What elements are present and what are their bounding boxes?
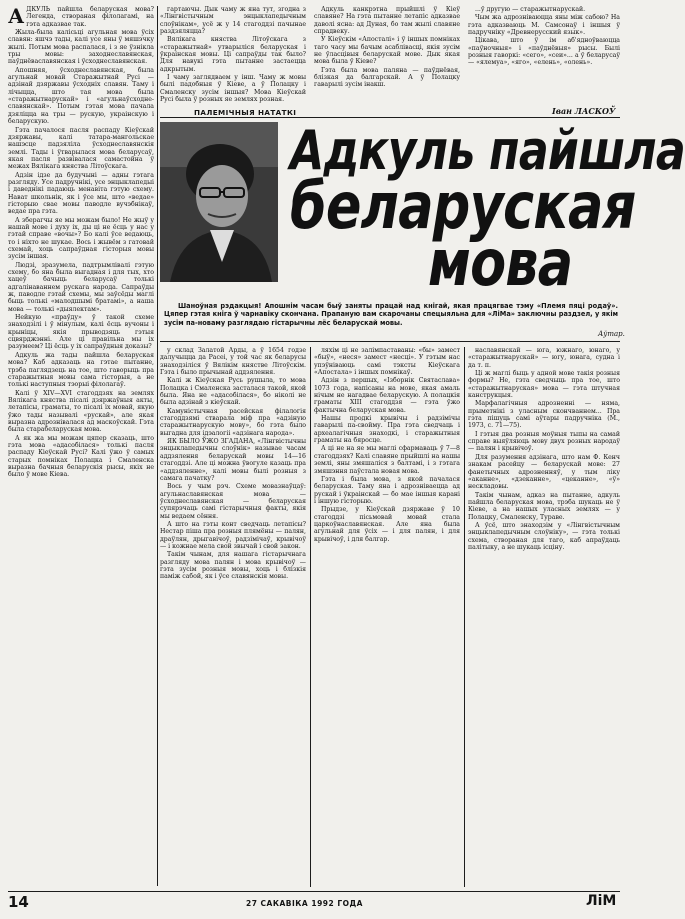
author-name: Іван ЛАСКОЎ: [552, 106, 616, 116]
issue-date: 27 САКАВІКА 1992 ГОДА: [246, 899, 363, 908]
newspaper-page: [8, 4, 685, 912]
article-paragraph: Нашы продкі крывічы і радзімічы гаварылі па-свойму. Пра гэта сведчаць і археалагічныя знаходкі, і старажытныя граматы на бяросце.: [314, 415, 460, 445]
article-paragraph: І чаму заглядваем у інш. Чаму ж мовы былі падобныя ў Кіеве, а ў Полацку і Смаленску зусім іншыя? Мова Кіеўскай Русі была ў розных яе землях розная.: [160, 74, 306, 104]
article-paragraph: ляхім ці не залімпаставаны: «бы» замест «быў», «неся» замест «несці». У гэтым нас упэўніваюць самі тэксты Кіеўскага «Апостала» і іншых помнікаў.: [314, 347, 460, 377]
article-paragraph: Апошняя, ўсходнеславянская, была агульнай мовай Старажытнай Русі — адзінай дзяржавы ўсходніх славян. Таму і лічыцца, што тая мова была «старажытнарускай» і «агульнаўсходнеславянскай». Потым гэтая мова пачала дзяліцца на тры — рускую, украінскую і беларускую.: [8, 66, 154, 126]
article-paragraph: Цікава, што ў ім аб'ядноўваюцца «паўночныя» і «паўднёвыя» рысы. Былі розныя гаворкі: «сего», «сеи»... а ў беларусаў — «ялемуа», «яго», «елень», «олень».: [468, 37, 620, 67]
column-3-bottom: [314, 347, 460, 887]
article-paragraph: Чым жа адрозніваюцца яны між сабою? На гэта адказваюць М. Самсонаў і іншыя ў падручніку «Древнерусский язык».: [468, 14, 620, 37]
column-4-top: [468, 6, 620, 109]
article-paragraph: Адзін з першых, «Ізборнік Святаслава» 1073 года, напісаны на мове, якая амаль нічым не нагадвае беларускую. А полацкія граматы XIII стагоддзя — гэта ўжо фактычна беларуская мова.: [314, 377, 460, 414]
article-paragraph: Гэта была мова паляна — паўднёвая, блізкая да балгарскай. А ў Полацку гаварылі зусім інакш.: [314, 66, 460, 89]
article-paragraph: Людзі, зразумела, падтрымлівалі гэтую схему, бо яна была выгадная і для тых, хто хацеў бачыць беларусаў толькі адгалінаваннем рускага народа. Сапраўды ж, паводле гэтай схемы, мы заўсёды маглі быць толькі «малодшымі братамі», а наша мова — толькі «дыялектам».: [8, 261, 154, 313]
author-photo: [160, 122, 278, 282]
article-paragraph: Калі ў XIV—XVI стагоддзях на землях Вялікага княства пісалі дзяржаўныя акты, летапісы, граматы, то пісалі іх мовай, якую ўжо тады называлі «рускай», але якая выразна адрознівалася ад маскоўскай. Гэта была старабеларуская мова.: [8, 389, 154, 434]
article-paragraph: Вялікага княства Літоўскага з «старажытнай» утварыліся беларуская і ўкраінская мовы. Ці сапраўды так было? Для навукі гэта пытанне застаецца адкрытым.: [160, 36, 306, 73]
article-paragraph: Калі ж Кіеўская Русь рушыла, то мова Полацка і Смаленска засталася такой, якой была. Яна не «адасобілася», бо ніколі не была адзінай з кіеўскай.: [160, 377, 306, 407]
article-paragraph: Прыдзе, у Кіеўскай дзяржаве ў 10 стагоддзі пісьмовай мовай стала царкоўнаславянская. Але яна была агульнай для ўсіх — і для палян, і для крывічоў, і для балгар.: [314, 506, 460, 543]
article-paragraph: А ўсё, што знаходзім у «Лінгвістычным энцыклапедычным слоўніку», — гэта толькі схема, створаная для таго, каб апраўдаць палітыку, а не шукаць ісціну.: [468, 521, 620, 551]
column-divider: [464, 347, 465, 887]
article-paragraph: Марфалагічныя адрозненні — няма, прыметнікі з уласным скончваннем... Пра гэта пішуць самі аўтары падручніка (М., 1973, с. 71—75).: [468, 400, 620, 430]
rubric-label: ПАЛЕМІЧНЫЯ НАТАТКІ: [194, 108, 297, 117]
article-paragraph: Адзін ідзе да будучыні — адны гэтага разгляду. Усе падручнікі, усе энцыклапедыі і даведнікі падаюць менавіта гэтую схему. Нават школьнік, як і ўсе мы, што «ведае» гісторыю свае мовы паводле вучэбнікаў, ведае пра гэта.: [8, 171, 154, 216]
headline-line-3: мова: [428, 227, 573, 301]
article-paragraph: У Кіеўскім «Апосталі» і ў іншых помніках таго часу мы бачым асаблівасці, якія зусім не ўласцівыя беларускай мове. Дык якая мова была ў Кіеве?: [314, 36, 460, 66]
column-divider: [310, 347, 311, 887]
article-paragraph: А зберагчы яе мы можам было! Не жыў у нашай мове і духу іх, ды ці не ёсць у нас у гэтай справе «вочы»? Бо калі ўсе ведаюць, то і ніхто не шукае. Вось і жывём з гатовай схемай, хоць сапраўдная гісторыя мовы зусім іншая.: [8, 216, 154, 261]
column-divider: [157, 6, 158, 886]
article-paragraph: Гэта пачалося пасля распаду Кіеўскай дзяржавы, калі татара-мангольскае нашэсце падзяліла ўсходнеславянскія землі. Тады і ўтварылася мова беларусаў, якая пасля развівалася самастойна ў межах Вялікага княства Літоўскага.: [8, 126, 154, 171]
author-portrait-image: [160, 122, 278, 282]
article-paragraph: у склад Залатой Арды, а ў 1654 годзе далучыцца да Расеі, у той час як беларусы знаходзіліся ў Вялікім княстве Літоўскім. Гэта і было прычынай аддзялення.: [160, 347, 306, 377]
column-1: [8, 6, 154, 886]
article-paragraph: Такім чынам, адказ на пытанне, адкуль пайшла беларуская мова, трэба шукаць не ў Кіеве, а на нашых уласных землях — у Полацку, Смаленску, Тураве.: [468, 491, 620, 521]
column-3-top: [314, 6, 460, 109]
footer-rule: [8, 891, 620, 892]
drop-cap: А: [8, 4, 25, 28]
article-paragraph: Ці ж маглі быць у адной мове такія розныя формы? Не, гэта сведчыць пра тое, што «старажытнаруская» мова — гэта штучная канструкцыя.: [468, 370, 620, 400]
article-paragraph: [8, 6, 154, 28]
header-rule: [160, 117, 620, 118]
article-paragraph: Камуністычная расейская філалогія стагоддзямі стварала міф пра «адзіную старажытнарускую мову», бо гэта было выгадна для ідэалогіі «адзінага народа».: [160, 407, 306, 437]
paragraph-text: ДКУЛЬ пайшла беларуская мова? Легенда, створаная філолагамі, на гэта адказвае так.: [26, 6, 154, 28]
article-paragraph: Вось у чым рэч. Схеме мовазнаўцаў: агульнаславянская мова — ўсходнеславянская — беларуская супярэчаць самі гістарычныя факты, якія мы ведаем сёння.: [160, 483, 306, 520]
article-paragraph: Гэта і была мова, з якой пачалася беларуская. Таму яна і адрозніваецца ад рускай і ўкраінскай — бо мае іншыя карані і іншую гісторыю.: [314, 475, 460, 505]
headline-line-2: беларуская: [290, 170, 636, 244]
headline-line-1: Адкуль пайшла: [290, 119, 685, 182]
article-paragraph: Адкуль канкрэтна прыйшлі ў Кіеў славяне? На гэта пытанне летапіс адказвае даволі ясна: ад Дуная, бо там жылі славяне спрадвеку.: [314, 6, 460, 36]
article-paragraph: Для разумення адзінага, што нам Ф. Кенч знакам расейцу — беларускай мове: 27 фанетычных адрозненняў, у тым ліку «аканне», «дзеканне», «цеканне», «ў» нескладовы.: [468, 453, 620, 491]
column-2-bottom: [160, 347, 306, 887]
lead-signature: Аўтар.: [598, 330, 625, 338]
article-paragraph: А што на гэты конт сведчаць летапісы? Нестар піша пра розныя плямёны — палян, драўлян, дрыгавічоў, радзімічаў, крывічоў — і кожнае мела свой звычай і свой закон.: [160, 520, 306, 550]
page-number: 14: [8, 893, 29, 911]
editorial-lead: Шаноўная рэдакцыя! Апошнім часам быў заняты працай над кнігай, якая працягвае тэму «Племя пяці родаў». Цяпер гэтая кніга ў чарнавіку скончана. Прапаную вам скарочаны спецыяльна для «ЛіМа» заключны раздзел, у якім зусім па-новаму разглядаю гістарычны лёс беларускай мовы.: [164, 302, 618, 327]
lead-rule: [160, 341, 620, 342]
newspaper-logo: ЛіМ: [586, 893, 617, 909]
article-paragraph: гартаючы. Дык чаму ж яна тут, згодна з «Лінгвістычным энцыклапедычным слоўнікам», усё ж у 14 стагоддзі пачынае раздзяляцца?: [160, 6, 306, 36]
article-paragraph: наславянскай — юга, южнаго, юнаго, у «старажытнарускай» — югу, юнага, судна і да т. п.: [468, 347, 620, 369]
article-paragraph: ...ў другую — старажытнарускай.: [475, 6, 586, 13]
article-paragraph: Адкуль жа тады пайшла беларуская мова? Каб адказаць на гэтае пытанне, трэба паглядзець на тое, што гаворыць пра старажытныя мовы сама гісторыя, а не толькі наступныя тэорыі філолагаў.: [8, 351, 154, 389]
article-paragraph: Жыла-была калісьці агульная мова ўсіх славян: яшчэ тады, калі усе яны ў мяшэчку жылі. Потым мова распалася, і з яе ўзнікла тры мовы: заходнеславянская, паўднёваславянская і ўсходнеславянская.: [8, 29, 154, 66]
article-paragraph: А ці не на яе мы маглі сфармаваць ў 7—8 стагоддзях? Калі славяне прыйшлі на нашы землі, яны змяшаліся з балтамі, і з гэтага змяшэння паўстала новая мова.: [314, 445, 460, 475]
article-paragraph: Такім чынам, для нашага гістарычнага разгляду мова палян і мова крывічоў — гэта зусім розныя мовы, хоць і блізкія паміж сабой, як і ўсе славянскія мовы.: [160, 551, 306, 581]
article-paragraph: І гэтыя два розныя моўныя тыпы на самай справе выяўляюць мову двух розных народаў — палян і крывічоў.: [468, 430, 620, 453]
article-paragraph: Нейкую «праўду» ў такой схеме знаходзілі і ў мінулым, калі ёсць вучоны і крыніцы, якія прыводзяць гэтыя сцвярджэнні. Але ці правільна мы іх разумеем? Ці ёсць у іх сапраўдныя доказы?: [8, 314, 154, 351]
article-paragraph: ЯК БЫЛО ЎЖО ЗГАДАНА, «Лінгвістычны энцыклапедычны слоўнік» называе часам аддзялення беларускай мовы 14—16 стагоддзі. Але ці можна ўвогуле казаць пра «аддзяленне», калі мовы былі розныя з самага пачатку?: [160, 438, 306, 482]
column-4-bottom: [468, 347, 620, 887]
article-paragraph: А як жа мы можам цяпер сказаць, што гэта мова «адасобілася» толькі пасля распаду Кіеўскай Русі? Калі ўжо ў самых старых помніках Полацка і Смаленска выразна бачныя беларускія рысы, якіх не было ў мове Кіева.: [8, 434, 154, 479]
